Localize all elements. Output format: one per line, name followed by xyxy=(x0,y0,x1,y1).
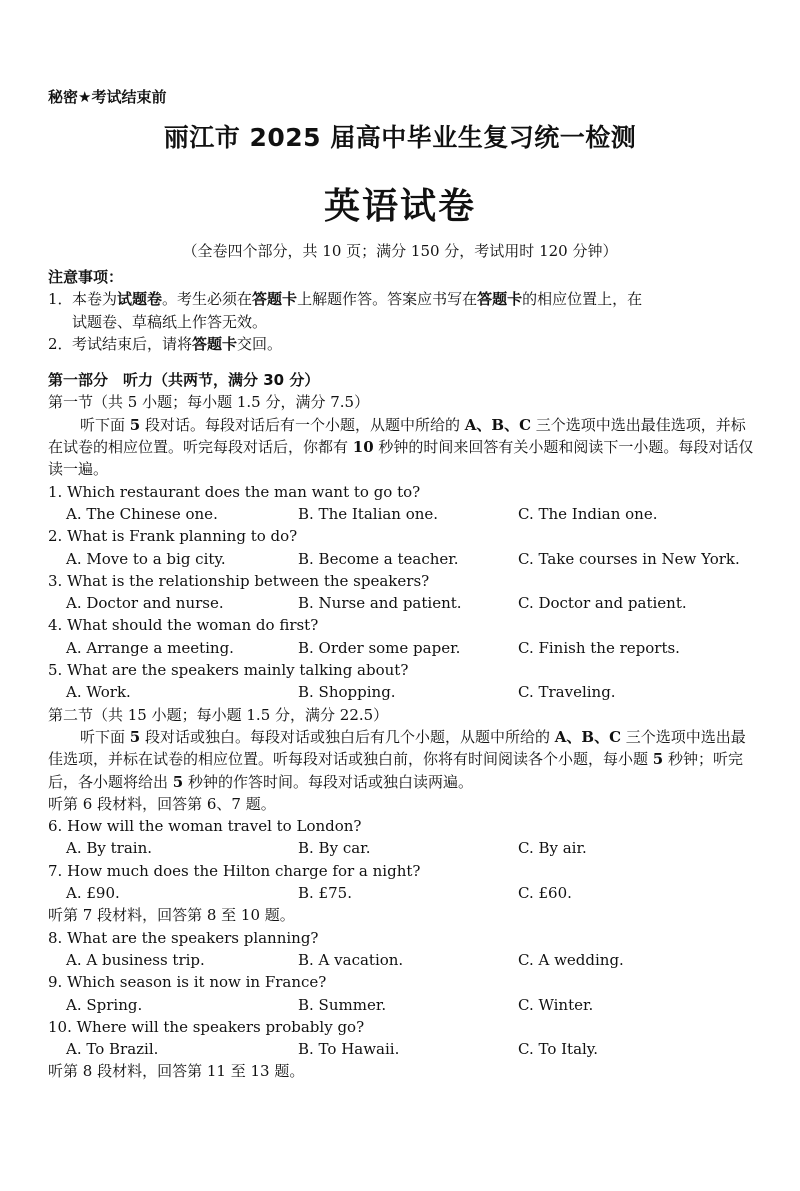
question-stem: 9. Which season is it now in France? xyxy=(48,973,327,992)
question-options xyxy=(48,592,758,614)
option-b: B. Summer. xyxy=(298,995,387,1014)
question-group-3 xyxy=(48,927,758,1061)
option-b: B. A vacation. xyxy=(298,950,404,969)
question-item xyxy=(48,860,758,905)
question-options xyxy=(48,503,758,525)
instr-text: 秒钟；听完后，各小题将给出 xyxy=(48,750,743,791)
option-a: A. The Chinese one. xyxy=(66,504,218,523)
option-b: B. The Italian one. xyxy=(298,504,439,523)
question-options xyxy=(48,1038,758,1060)
question-options xyxy=(48,837,758,859)
option-b: B. Shopping. xyxy=(298,683,396,702)
material-8-instruction: 听第 8 段材料，回答第 11 至 13 题。 xyxy=(48,1062,305,1081)
question-item xyxy=(48,614,758,659)
note-text: 上解题作答。答案应书写在 xyxy=(297,290,478,309)
question-stem: 10. Where will the speakers probably go? xyxy=(48,1017,365,1036)
note-emphasis: 试题卷 xyxy=(117,290,163,309)
option-a: A. A business trip. xyxy=(66,950,205,969)
question-group-2 xyxy=(48,815,758,904)
subject-title: 英语试卷 xyxy=(323,186,476,227)
question-stem: 8. What are the speakers planning? xyxy=(48,928,319,947)
question-stem: 2. What is Frank planning to do? xyxy=(48,527,298,546)
section2-heading: 第二节（共 15 小题；每小题 1.5 分，满分 22.5） xyxy=(48,705,389,724)
question-stem: 1. Which restaurant does the man want to go to? xyxy=(48,482,421,501)
exam-content xyxy=(48,266,758,1083)
question-options xyxy=(48,949,758,971)
note-item-2 xyxy=(48,333,758,355)
exam-info: （全卷四个部分，共 10 页；满分 150 分，考试用时 120 分钟） xyxy=(182,242,618,260)
option-c: C. £60. xyxy=(518,884,572,903)
question-options xyxy=(48,548,758,570)
option-b: B. Nurse and patient. xyxy=(298,594,462,613)
note-text: 本卷为 xyxy=(72,290,118,309)
section2-instructions xyxy=(48,726,758,793)
question-stem: 3. What is the relationship between the speakers? xyxy=(48,571,430,590)
instr-emphasis: 5 xyxy=(172,772,184,791)
note-text: 交回。 xyxy=(237,334,283,353)
option-b: B. Order some paper. xyxy=(298,638,461,657)
instr-text: 秒钟的时间来回答有关小题和阅读下一小题。每段对话仅读一遍。 xyxy=(48,438,754,479)
question-item xyxy=(48,659,758,704)
option-b: B. £75. xyxy=(298,884,352,903)
instr-emphasis: A、B、C xyxy=(464,415,532,434)
option-b: B. To Hawaii. xyxy=(298,1040,400,1059)
option-c: C. By air. xyxy=(518,839,587,858)
option-c: C. Finish the reports. xyxy=(518,638,680,657)
option-a: A. Move to a big city. xyxy=(66,549,226,568)
question-group-1 xyxy=(48,481,758,704)
question-stem: 7. How much does the Hilton charge for a night? xyxy=(48,861,421,880)
instr-text: 听下面 xyxy=(80,415,130,434)
note-item-1 xyxy=(48,288,758,333)
part1-heading: 第一部分 听力（共两节，满分 30 分） xyxy=(48,371,320,390)
instr-text: 听下面 xyxy=(80,727,130,746)
option-c: C. The Indian one. xyxy=(518,504,658,523)
question-item xyxy=(48,927,758,972)
question-item xyxy=(48,525,758,570)
instr-text: 段对话或独白。每段对话或独白后有几个小题，从题中所给的 xyxy=(140,727,555,746)
note-emphasis: 答题卡 xyxy=(192,334,238,353)
instr-emphasis: 5 xyxy=(129,415,141,434)
note-number: 2． xyxy=(48,334,73,353)
option-a: A. £90. xyxy=(66,884,120,903)
confidential-label: 秘密★考试结束前 xyxy=(48,88,167,106)
exam-title: 丽江市 2025 届高中毕业生复习统一检测 xyxy=(163,123,637,152)
question-item xyxy=(48,815,758,860)
note-number: 1． xyxy=(48,290,73,309)
option-c: C. A wedding. xyxy=(518,950,624,969)
question-item xyxy=(48,570,758,615)
instr-text: 三个选项中选出最佳选项，并标在试卷的相应位置。听每段对话或独白前，你将有时间阅读各个小题，每小题 xyxy=(48,727,746,769)
question-options xyxy=(48,637,758,659)
question-item xyxy=(48,971,758,1016)
question-item xyxy=(48,481,758,526)
option-c: C. Take courses in New York. xyxy=(518,549,740,568)
option-c: C. Winter. xyxy=(518,995,594,1014)
option-a: A. By train. xyxy=(66,839,153,858)
option-a: A. Doctor and nurse. xyxy=(66,594,224,613)
note-text: 的相应位置上，在 xyxy=(522,290,643,309)
instr-text: 三个选项中选出最佳选项，并标在试卷的相应位置。听完每段对话后，你都有 xyxy=(48,415,746,457)
instr-emphasis: A、B、C xyxy=(554,727,622,746)
option-a: A. Arrange a meeting. xyxy=(66,638,234,657)
instr-emphasis: 5 xyxy=(652,750,664,769)
material-6-instruction: 听第 6 段材料，回答第 6、7 题。 xyxy=(48,794,276,813)
note-text: 。考生必须在 xyxy=(162,290,253,309)
instr-text: 段对话。每段对话后有一个小题，从题中所给的 xyxy=(140,415,465,434)
question-stem: 6. How will the woman travel to London? xyxy=(48,817,362,836)
option-b: B. Become a teacher. xyxy=(298,549,459,568)
material-7-instruction: 听第 7 段材料，回答第 8 至 10 题。 xyxy=(48,906,295,925)
note-text: 试题卷、草稿纸上作答无效。 xyxy=(72,312,268,331)
option-c: C. To Italy. xyxy=(518,1040,599,1059)
question-options xyxy=(48,681,758,703)
question-options xyxy=(48,882,758,904)
instr-text: 秒钟的作答时间。每段对话或独白读两遍。 xyxy=(183,772,473,791)
instr-emphasis: 10 xyxy=(352,438,374,457)
note-text: 考试结束后，请将 xyxy=(72,334,193,353)
section1-heading: 第一节（共 5 小题；每小题 1.5 分，满分 7.5） xyxy=(48,393,370,412)
section1-instructions xyxy=(48,414,758,481)
note-emphasis: 答题卡 xyxy=(477,290,523,309)
question-item xyxy=(48,1016,758,1061)
option-a: A. Spring. xyxy=(66,995,143,1014)
instr-emphasis: 5 xyxy=(129,727,141,746)
note-emphasis: 答题卡 xyxy=(252,290,298,309)
option-b: B. By car. xyxy=(298,839,371,858)
question-options xyxy=(48,994,758,1016)
notes-label: 注意事项： xyxy=(48,268,124,286)
option-a: A. To Brazil. xyxy=(66,1040,159,1059)
question-stem: 4. What should the woman do first? xyxy=(48,616,319,635)
option-c: C. Traveling. xyxy=(518,683,616,702)
option-a: A. Work. xyxy=(66,683,131,702)
option-c: C. Doctor and patient. xyxy=(518,594,687,613)
question-stem: 5. What are the speakers mainly talking about? xyxy=(48,661,409,680)
